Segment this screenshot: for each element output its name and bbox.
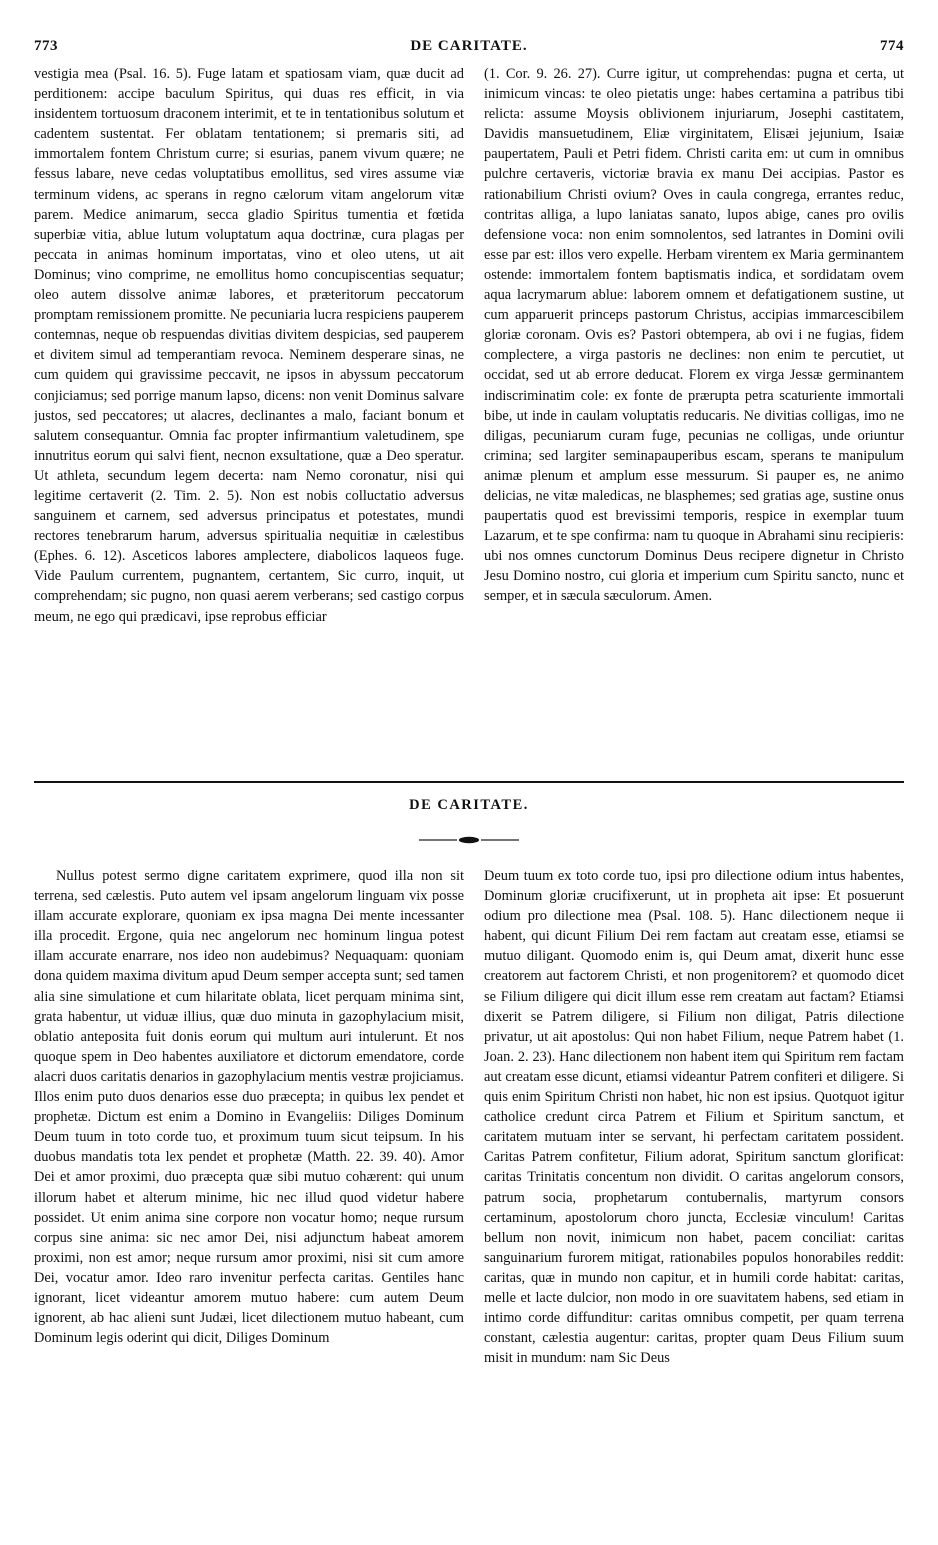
bottom-right-column: [484, 866, 904, 1526]
bottom-left-column: [34, 866, 464, 1526]
running-head: [34, 38, 904, 62]
section-divider-rule: [34, 781, 904, 783]
top-right-text: (1. Cor. 9. 26. 27). Curre igitur, ut comprehendas: pugna et certa, ut inimicum vincas: te oleo pietatis unge: habes certamina a patribus tibi relicta: assume Moysis oblivionem injuriarum, Josephi castitatem, Davidis mansuetudinem, Eliæ virginitatem, Elisæi jejunium, Isaiæ paupertatem, Pauli et Petri fidem. Christi carita em: ut cum in omnibus pulchre certaveris, victoriæ bravia ex manu Dei accipias. Pastor es rationabilium Christi ovium? Oves in caula congrega, errantes reduc, contritas alliga, a lupo laniatas sanato, lupos abige, canes pro ovilis defensione voca: non enim somnolentos, sed latrantes in Domini ovili esse par est: illos vero expelle. Herbam virentem ex Maria germinantem ostende: immortalem fontem baptismatis indica, et sordidatam ovem aqua lacrymarum ablue: laborem omnem et defatigationem sustine, ut cum apparuerit princeps pastorum Christus, accipias immarcescibilem gloriæ coronam. Ovis es? Pastori obtempera, ab ovi i ne fugias, fidem complectere, a virga pastoris ne declines: non enim te percutiet, ut occidat, sed ut ab errore deducat. Florem ex virga Jessæ germinantem indiscriminatim cole: ex fonte de prærupta petra scaturiente immortali bibe, ut inde in caulam voluptatis reducaris. Ne divitias colligas, imo ne diligas, pecuniarum curam fuge, pecunias ne colligas, unde oriuntur crimina; sed largiter seminapauperibus escam, sperans te manipulum animæ plenum et amplum esse messurum. Si pauper es, ne animo delicias, ne vitæ maledicas, ne blasphemes; sed gratias age, sustine onus paupertatis quod est brevissimi temporis, respice in exemplar tuum Lazarum, et te spe confirma: nam tu quoque in Abrahami sinu recipieris: ubi nos omnes cunctorum Dominus Deus recipere dignetur in Christo Jesu Domino nostro, cui gloria et imperium cum Spiritu sancto, nunc et semper, et in sæcula sæculorum. Amen.: [484, 66, 904, 605]
bottom-right-text: Deum tuum ex toto corde tuo, ipsi pro dilectione odium intus habentes, Dominum gloriæ crucifixerunt, ut in propheta ait ipse: Et posuerunt odium pro dilectione mea (Psal. 108. 5). Hanc dilectionem neque ii habent, qui dicunt Filium Dei rem factam aut creatam esse, etiamsi se mutuo diligant. Quomodo enim is, qui Deum amat, dixerit hunc esse creatorem aut factorem Christi, et non progenitorem? et quomodo dicet se Filium diligere qui dicit illum esse rem creatam aut factam? Etiamsi dixerit se Patrem diligere, si Filium non diligat, Patris dilectione privatur, ut ait apostolus: Qui non habet Filium, neque Patrem habet (1. Joan. 2. 23). Hanc dilectionem non habent item qui Spiritum rem factam aut creatam esse dicunt, etiamsi videantur Patrem confiteri et diligere. Si quis enim Spiritum Christi non habet, hic non est ipsius. Quotquot igitur catholice credunt circa Patrem et Filium et Spiritum sanctum, et caritatem mutuam inter se servant, hi perfectam caritatem possident. Caritas Patrem confitetur, Filium adorat, Spiritum sanctum glorificat: caritas Trinitatis concentum non dividit. O caritas angelorum consors, patrum socia, prophetarum contubernalis, martyrum consors certaminum, apostolorum choro juncta, Ecclesiæ vinculum! Caritas bellum non novit, inimicum non habet, pacem conciliat: caritas sanguinarium furorem mitigat, rationabiles populos honorabiles reddit: caritas, quæ in mundo non capitur, et in humili corde habitat: caritas, melle et lacte dulcior, non modo in ore suavitatem habens, sed etiam in intimo corde diffunditur: caritas omnibus competit, per quam terrena constant, cælestia augentur: caritas, propter quam Deus Filium suum misit in mundum: nam Sic Deus: [484, 868, 904, 1367]
top-left-text: vestigia mea (Psal. 16. 5). Fuge latam et spatiosam viam, quæ ducit ad perditionem: accipe baculum Spiritus, qui duas res efficit, in via insidentem tortuosum draconem interimit, et te in tentationibus solutum et cadentem sustentat. Fer oblatam tentationem; si premaris siti, ad immortalem fontem Christum curre; si esurias, panem vivum quære; ne fessus labare, neve cedas voluptatibus emollitus, sed vires assume viæ terminum videns, ac sperans in regno cælorum vitam angelorum vitæ parem. Medice animarum, secca gladio Spiritus tumentia et fœtida superbiæ vitia, ablue lutum voluptatum aqua doctrinæ, cura plagas per peccata in animas hominum importatas, vino et oleo utens, ut ait Dominus; vino comprime, ne emollitus homo concupiscentias sequatur; oleo autem dissolve animæ labores, et præteritorum peccatorum promptam remissionem promitte. Ne pecuniaria lucra respiciens pauperem contemnas, neque ob respuendas divitias divitem despicias, sed pauperem et divitem simul ad temperantiam revoca. Neminem desperare sinas, ne cum quidem qui gravissime peccavit, ne ipsos in abyssum peccatorum conjiciamus; sed porrige manum lapso, dicens: non venit Dominus salvare justos, sed peccatores; ut alacres, declinantes a malo, faciant bonum et salutem consequantur. Omnia fac propter infirmantium valetudinem, spe innutritus eorum qui salvi fient, necnon exsultatione, quæ a Deo speratur. Ut athleta, secundum legem decerta: nam Nemo coronatur, nisi qui legitime certaverit (2. Tim. 2. 5). Non est nobis colluctatio adversus sanguinem et carnem, sed adversus principatus et potestates, mundi rectores tenebrarum harum, adversus spiritualia nequitiæ in cælestibus (Ephes. 6. 12). Asceticos labores amplectere, diabolicos laqueos fuge. Vide Paulum currentem, pugnantem, certantem, Sic curro, inquit, ut comprehendam; sic pugno, non quasi aerem verberans; sed castigo corpus meum, ne ego qui prædicavi, ipse reprobus efficiar: [34, 66, 464, 625]
page-number-right: 774: [880, 38, 904, 54]
top-right-column: [484, 64, 904, 774]
bottom-left-text: Nullus potest sermo digne caritatem exprimere, quod illa non sit terrena, sed cælestis. Puto autem vel ipsam angelorum linguam vix posse illam accurate explorare, quoniam ex ipsa magna Dei mente incessanter illa procedit. Ergone, quia nec angelorum nec hominum lingua potest illam accurate enarrare, nos ideo non audebimus? Nequaquam: quoniam dona quidem maxima divitum apud Deum semper accepta sunt; sed tamen alia sine simulatione et cum hilaritate oblata, licet perquam minima sint, grata habentur, ut viduæ illius, quæ duo minuta in gazophylacium misit, oblatio anteposita fuit donis eorum qui multum auri intulerunt. Et nos quoque spem in Deo habentes auxiliatore et dictorum emendatore, corde alacri duos caritatis denarios in gazophylacium mentis vestræ projiciamus. Illos enim puto duos denarios esse duo præcepta; in quibus lex pendet et prophetæ. Dictum est enim a Domino in Evangeliis: Diliges Dominum Deum tuum in toto corde tuo, et proximum tuum sicut teipsum. In his duobus mandatis tota lex pendet et prophetæ (Matth. 22. 39. 40). Amor Dei et amor proximi, duo præcepta quæ sibi mutuo cohærent: qui unum illorum habet et alterum minime, hic nec illud quod videtur habere possidet. Ut enim anima sine corpore non vocatur homo; neque rursum corpus sine anima: sic nec amor Dei, nisi adjunctum habeat amorem proximi, non est amor; neque rursum amor proximi, nisi sit cum amore Dei, vocatur amor. Ideo raro invenitur perfecta caritas. Gentiles hanc ignorant, licet videantur amorem mutuo habere: cum autem Deum ignorent, ab hac alieni sunt Judæi, licet dilectionem mutuo habeant, cum Dominum legis oderint qui dicit, Diliges Dominum: [34, 868, 464, 1347]
running-title: DE CARITATE.: [410, 38, 528, 54]
page-number-left: 773: [34, 38, 58, 54]
section-title: DE CARITATE.: [409, 797, 529, 813]
ornament-flourish: [417, 833, 521, 847]
top-left-column: [34, 64, 464, 774]
